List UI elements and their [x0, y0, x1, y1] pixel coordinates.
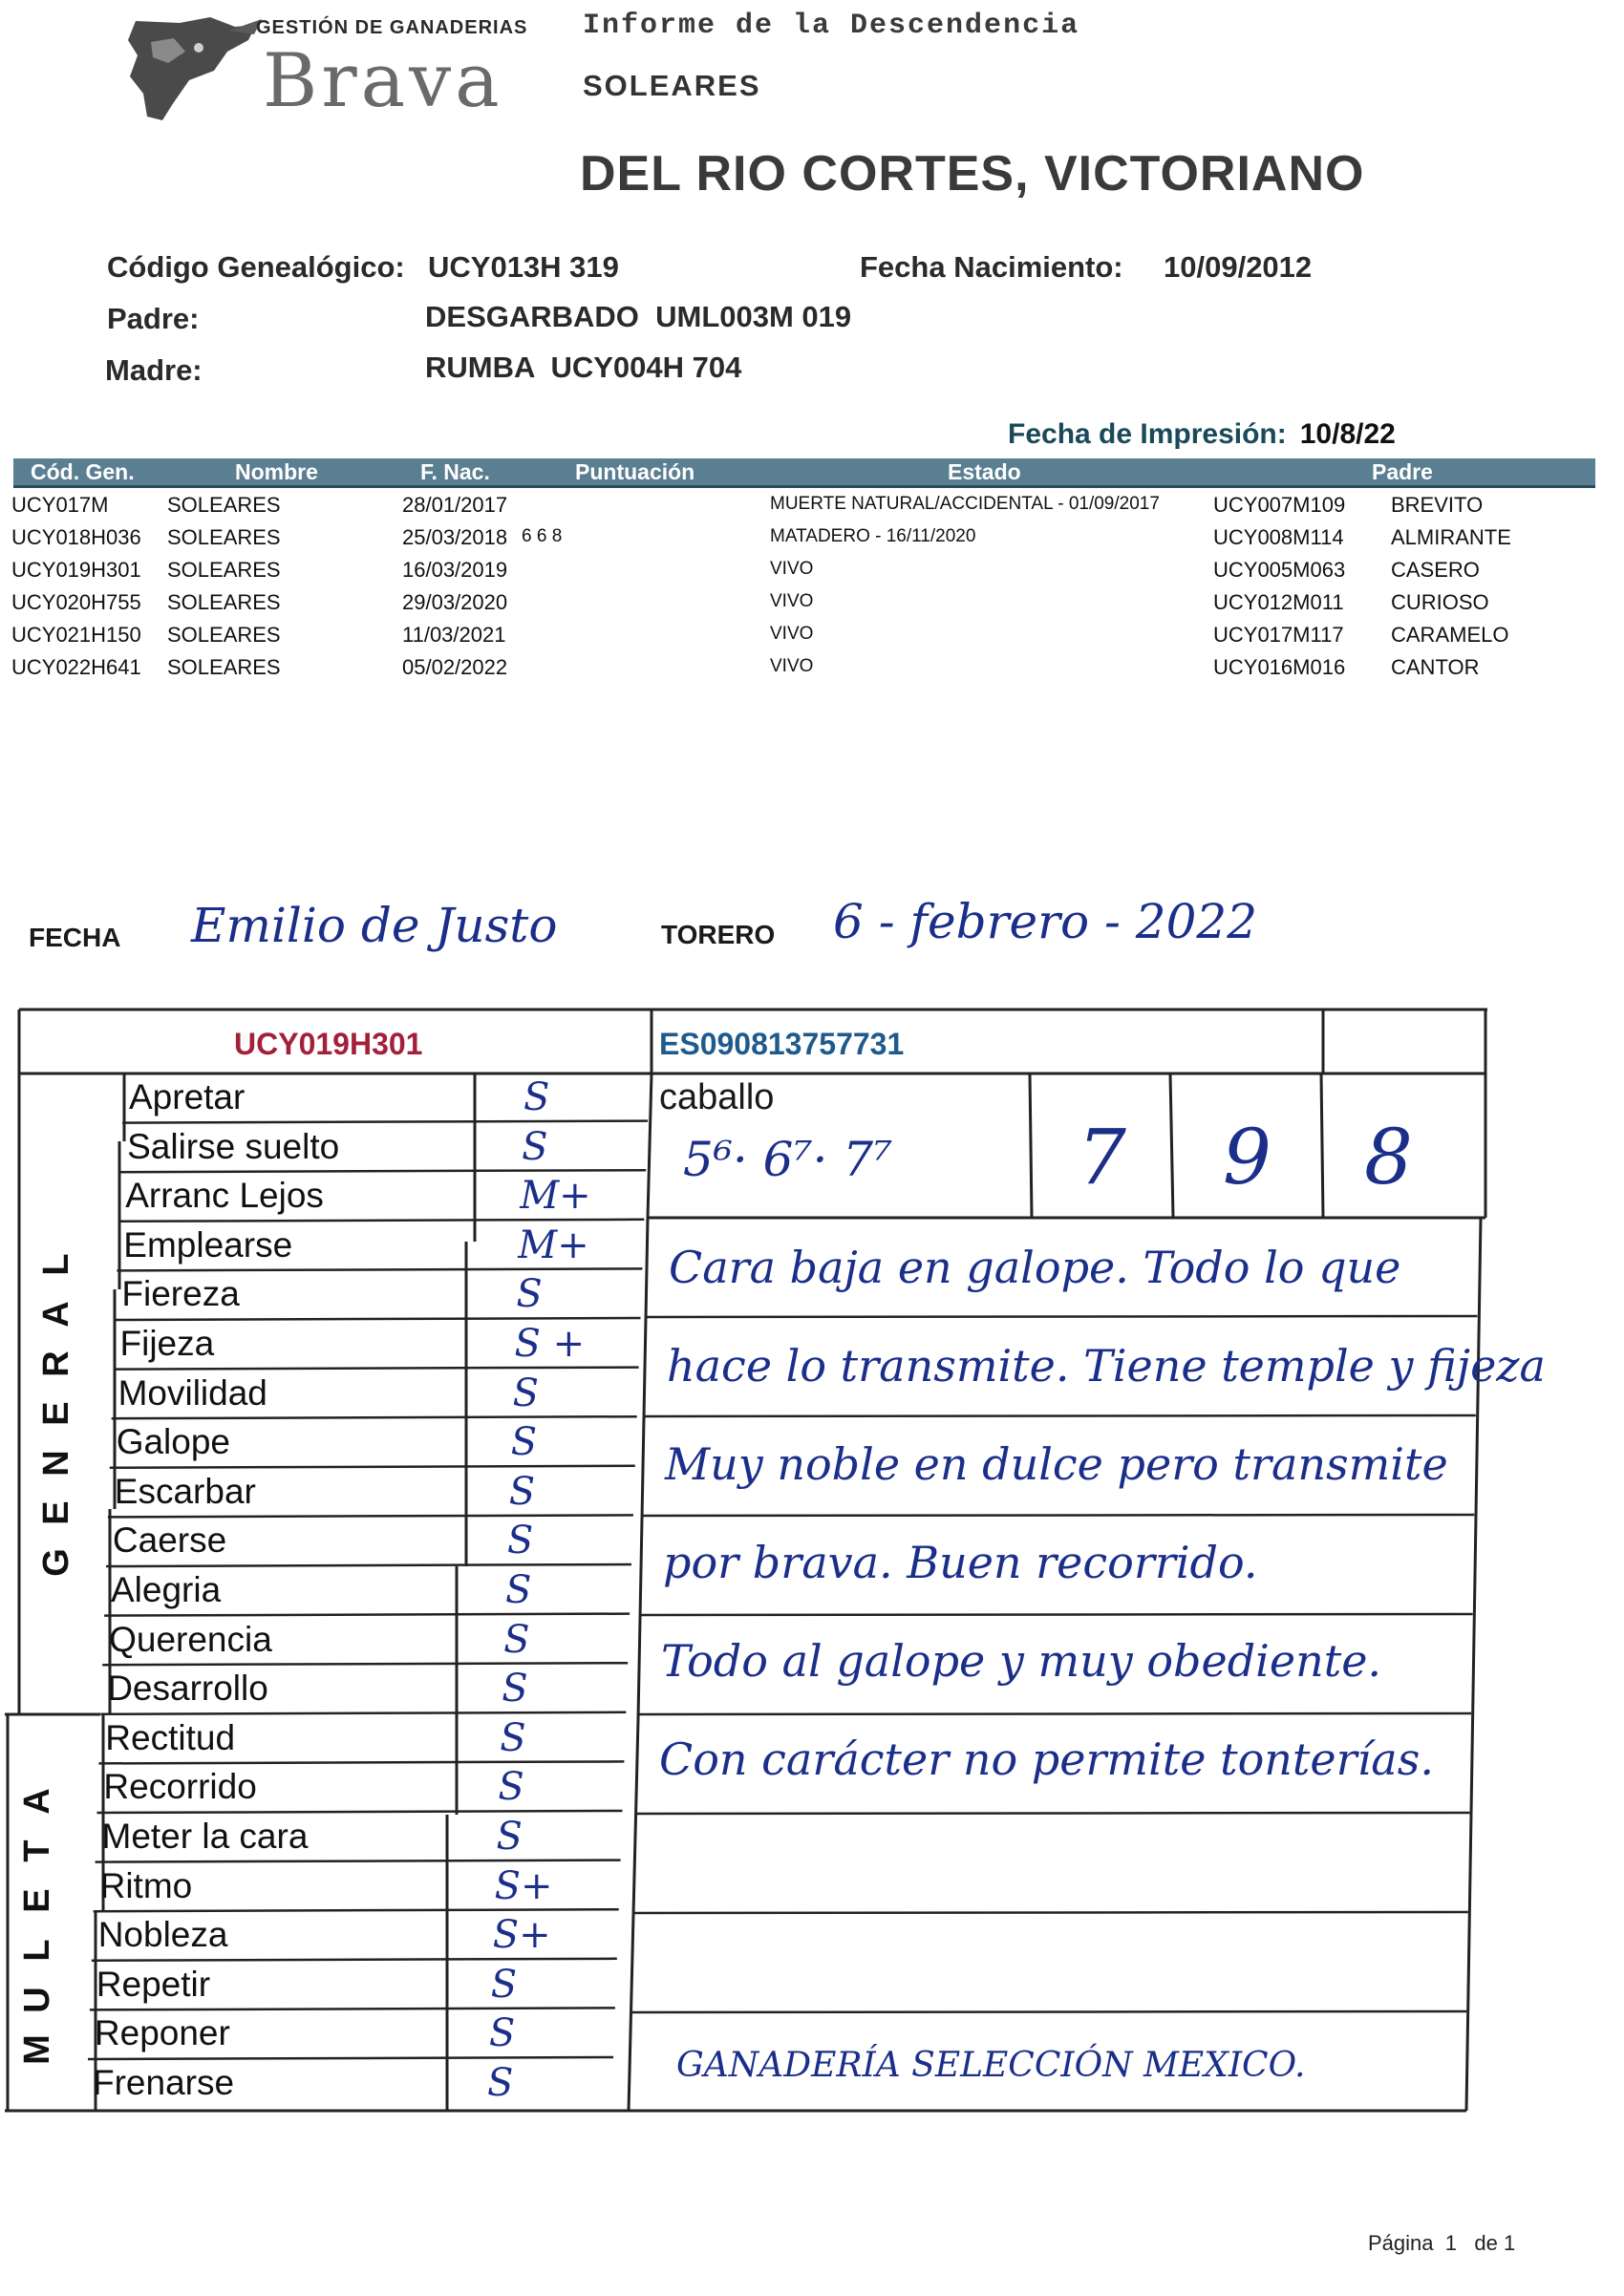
criterion-label: Frenarse	[93, 2063, 235, 2102]
offspring-cell-padre-nombre: ALMIRANTE	[1391, 525, 1511, 549]
col-nombre: Nombre	[235, 459, 318, 484]
page-number: 1	[1444, 2231, 1457, 2255]
handwritten-note: Con carácter no permite tonterías.	[659, 1733, 1434, 1785]
section-letter: N	[36, 1450, 76, 1477]
criterion-row-line	[104, 1614, 630, 1616]
criterion-row-line	[116, 1318, 641, 1320]
offspring-cell-estado: VIVO	[770, 624, 814, 644]
offspring-cell-padre-cod: UCY017M117	[1213, 623, 1344, 647]
offspring-cell-nombre: SOLEARES	[167, 525, 281, 549]
criterion-row-line	[108, 1515, 633, 1517]
caballo-handwritten: 5⁶· 6⁷· 7⁷	[683, 1132, 893, 1187]
offspring-cell-estado: VIVO	[770, 559, 814, 579]
criterion-mark: S	[503, 1617, 530, 1662]
section-letter: L	[17, 1939, 57, 1962]
handwritten-note: GANADERÍA SELECCIÓN MEXICO.	[676, 2046, 1306, 2085]
print-date-label: Fecha de Impresión:	[1008, 418, 1287, 450]
criterion-mark: S	[524, 1075, 550, 1119]
criterion-label: Ritmo	[99, 1865, 193, 1905]
section-letter: M	[17, 2034, 57, 2065]
offspring-cell-nombre: SOLEARES	[167, 558, 281, 582]
criterion-mark: S	[500, 1715, 526, 1760]
section-letter: T	[17, 1839, 57, 1862]
offspring-cell-punt: 6 6 8	[522, 526, 563, 546]
report-title: Informe de la Descendencia	[583, 10, 1080, 42]
offspring-cell-fnac: 29/03/2020	[402, 590, 508, 614]
nacimiento-value: 10/09/2012	[1164, 250, 1313, 284]
criterion-label: Rectitud	[105, 1717, 236, 1757]
criterion-label: Meter la cara	[101, 1817, 309, 1856]
padre-label: Padre:	[107, 302, 200, 335]
logo-top-text: GESTIÓN DE GANADERIAS	[256, 17, 528, 38]
criterion-row-line	[102, 1663, 628, 1665]
muleta-section-label	[17, 1776, 63, 2074]
page-de-label: de	[1474, 2231, 1498, 2255]
madre-value: RUMBA UCY004H 704	[425, 351, 742, 384]
criterion-mark: S	[506, 1519, 534, 1563]
criterion-row-line	[94, 1909, 619, 1911]
criterion-label: Emplearse	[123, 1224, 293, 1265]
criterion-row-line	[96, 1860, 621, 1862]
handwritten-note: Cara baja en galope. Todo lo que	[669, 1242, 1401, 1293]
page-footer	[1368, 2231, 1515, 2256]
criterion-label: Caerse	[112, 1520, 227, 1561]
criterion-row-line	[118, 1220, 644, 1222]
padre-value: DESGARBADO UML003M 019	[425, 300, 852, 333]
print-date-value: 10/8/22	[1299, 418, 1396, 450]
owner-name: DEL RIO CORTES, VICTORIANO	[580, 146, 1365, 202]
handwritten-note: hace lo transmite. Tiene temple y fijeza	[667, 1340, 1546, 1392]
offspring-cell-cod: UCY018H036	[11, 525, 141, 549]
col-fnac: F. Nac.	[420, 459, 490, 484]
offspring-cell-fnac: 11/03/2021	[402, 623, 506, 647]
criterion-row-line	[106, 1564, 631, 1566]
section-letter: U	[17, 1987, 57, 2013]
codigo-label: Código Genealógico:	[107, 250, 405, 284]
criterion-mark: S	[508, 1469, 536, 1514]
offspring-cell-estado: MATADERO - 16/11/2020	[770, 526, 976, 546]
offspring-cell-fnac: 28/01/2017	[402, 493, 508, 517]
criterion-label: Escarbar	[114, 1471, 256, 1511]
note-row-line	[641, 1515, 1474, 1516]
section-letter: A	[17, 1788, 57, 1815]
torero-handwritten: 6 - febrero - 2022	[833, 894, 1258, 949]
criterion-mark: S	[512, 1371, 539, 1415]
criterion-row-line	[112, 1416, 637, 1418]
page-label: Página	[1368, 2231, 1434, 2255]
caballo-label: caballo	[659, 1077, 775, 1117]
offspring-cell-padre-cod: UCY005M063	[1213, 558, 1346, 582]
criterion-mark: S	[505, 1568, 532, 1612]
handwritten-note: Todo al galope y muy obediente.	[661, 1635, 1382, 1687]
report-subtitle: SOLEARES	[583, 69, 761, 102]
criterion-label: Querencia	[109, 1619, 272, 1659]
offspring-cell-padre-cod: UCY016M016	[1213, 655, 1346, 679]
criterion-mark: S	[510, 1420, 538, 1465]
criterion-row-line	[100, 1712, 626, 1714]
criterion-mark: S	[498, 1765, 524, 1810]
criterion-label: Apretar	[129, 1077, 246, 1116]
criterion-mark: S	[490, 1962, 518, 2007]
col-estado: Estado	[948, 459, 1021, 484]
animal-code: UCY019H301	[234, 1027, 423, 1061]
offspring-cell-cod: UCY022H641	[11, 655, 141, 679]
offspring-cell-cod: UCY019H301	[11, 558, 141, 582]
section-letter: E	[36, 1500, 76, 1525]
offspring-cell-estado: VIVO	[770, 656, 814, 676]
ear-tag-code: ES090813757731	[659, 1027, 905, 1061]
offspring-cell-cod: UCY017M	[11, 493, 109, 517]
offspring-cell-nombre: SOLEARES	[167, 623, 281, 647]
offspring-cell-padre-cod: UCY007M109	[1213, 493, 1346, 517]
offspring-cell-padre-cod: UCY008M114	[1213, 525, 1344, 549]
nacimiento-label: Fecha Nacimiento:	[860, 250, 1123, 284]
handwritten-note: Muy noble en dulce pero transmite	[665, 1438, 1448, 1490]
section-letter: G	[36, 1548, 76, 1577]
criterion-row-line	[98, 1761, 624, 1763]
offspring-cell-padre-nombre: CASERO	[1391, 558, 1480, 582]
criterion-mark: S	[516, 1272, 543, 1317]
criterion-mark: M+	[518, 1222, 589, 1267]
score-1: 7	[1078, 1113, 1126, 1201]
criterion-row-line	[117, 1268, 642, 1270]
offspring-cell-padre-cod: UCY012M011	[1213, 590, 1344, 614]
criterion-label: Fijeza	[119, 1324, 215, 1363]
criterion-row-line	[97, 1811, 623, 1813]
offspring-cell-nombre: SOLEARES	[167, 655, 281, 679]
offspring-cell-estado: MUERTE NATURAL/ACCIDENTAL - 01/09/2017	[770, 494, 1160, 514]
note-row-line	[630, 2011, 1466, 2012]
criterion-row-line	[110, 1466, 635, 1468]
criterion-row-line	[114, 1368, 639, 1370]
criterion-mark: S	[488, 2011, 516, 2056]
criterion-mark: M+	[520, 1174, 591, 1219]
section-letter: R	[36, 1350, 76, 1377]
score-2: 9	[1223, 1113, 1271, 1201]
criterion-label: Salirse suelto	[127, 1126, 340, 1166]
torero-label: TORERO	[661, 920, 776, 949]
criterion-row-line	[122, 1121, 648, 1123]
offspring-cell-nombre: SOLEARES	[167, 590, 281, 614]
criterion-row-line	[90, 2008, 615, 2009]
col-padre: Padre	[1372, 459, 1433, 484]
offspring-cell-cod: UCY021H150	[11, 623, 141, 647]
criterion-label: Nobleza	[97, 1915, 228, 1955]
offspring-cell-padre-nombre: CARAMELO	[1391, 623, 1509, 647]
offspring-cell-cod: UCY020H755	[11, 590, 141, 614]
note-row-line	[646, 1316, 1478, 1317]
criterion-row-line	[92, 1959, 617, 1961]
col-cod-gen: Cód. Gen.	[31, 459, 135, 484]
criterion-label: Reponer	[94, 2013, 230, 2053]
criterion-mark: S	[487, 2061, 514, 2105]
offspring-cell-estado: VIVO	[770, 591, 814, 611]
criterion-label: Movilidad	[118, 1372, 267, 1413]
codigo-value: UCY013H 319	[428, 250, 619, 284]
offspring-cell-nombre: SOLEARES	[167, 493, 281, 517]
offspring-cell-padre-nombre: CURIOSO	[1391, 590, 1489, 614]
criterion-label: Recorrido	[103, 1767, 257, 1807]
criterion-row-line	[120, 1170, 646, 1172]
criterion-mark: S	[522, 1124, 548, 1169]
madre-label: Madre:	[105, 353, 203, 387]
col-puntuacion: Puntuación	[575, 459, 695, 484]
fecha-handwritten: Emilio de Justo	[191, 898, 558, 953]
criterion-label: Arranc Lejos	[125, 1176, 324, 1216]
criterion-label: Desarrollo	[107, 1669, 268, 1709]
offspring-cell-padre-nombre: CANTOR	[1391, 655, 1480, 679]
criterion-label: Repetir	[96, 1964, 211, 2004]
criterion-row-line	[88, 2057, 613, 2059]
logo-brava-text: Brava	[263, 38, 503, 124]
note-row-line	[633, 1912, 1468, 1913]
note-row-line	[637, 1713, 1471, 1714]
note-row-line	[644, 1415, 1476, 1416]
section-letter: E	[36, 1401, 76, 1426]
criterion-label: Fiereza	[121, 1274, 240, 1314]
criterion-mark: S+	[492, 1913, 551, 1958]
score-3: 8	[1364, 1113, 1413, 1201]
section-letter: L	[36, 1253, 76, 1276]
offspring-cell-fnac: 05/02/2022	[402, 655, 508, 679]
fecha-label: FECHA	[29, 923, 121, 952]
general-section-label	[36, 1240, 82, 1587]
offspring-cell-fnac: 16/03/2019	[402, 558, 508, 582]
criterion-mark: S	[496, 1815, 523, 1859]
offspring-cell-padre-nombre: BREVITO	[1391, 493, 1484, 517]
section-letter: A	[36, 1301, 76, 1328]
note-row-line	[635, 1813, 1470, 1814]
criterion-mark: S+	[494, 1863, 553, 1908]
criterion-mark: S +	[514, 1322, 586, 1366]
handwritten-note: por brava. Buen recorrido.	[663, 1537, 1258, 1588]
section-letter: E	[17, 1888, 57, 1913]
criterion-label: Alegria	[111, 1570, 222, 1609]
criterion-label: Galope	[116, 1422, 230, 1462]
offspring-cell-fnac: 25/03/2018	[402, 525, 508, 549]
criterion-mark: S	[502, 1667, 528, 1711]
page-total: 1	[1503, 2231, 1516, 2255]
note-row-line	[639, 1614, 1472, 1615]
